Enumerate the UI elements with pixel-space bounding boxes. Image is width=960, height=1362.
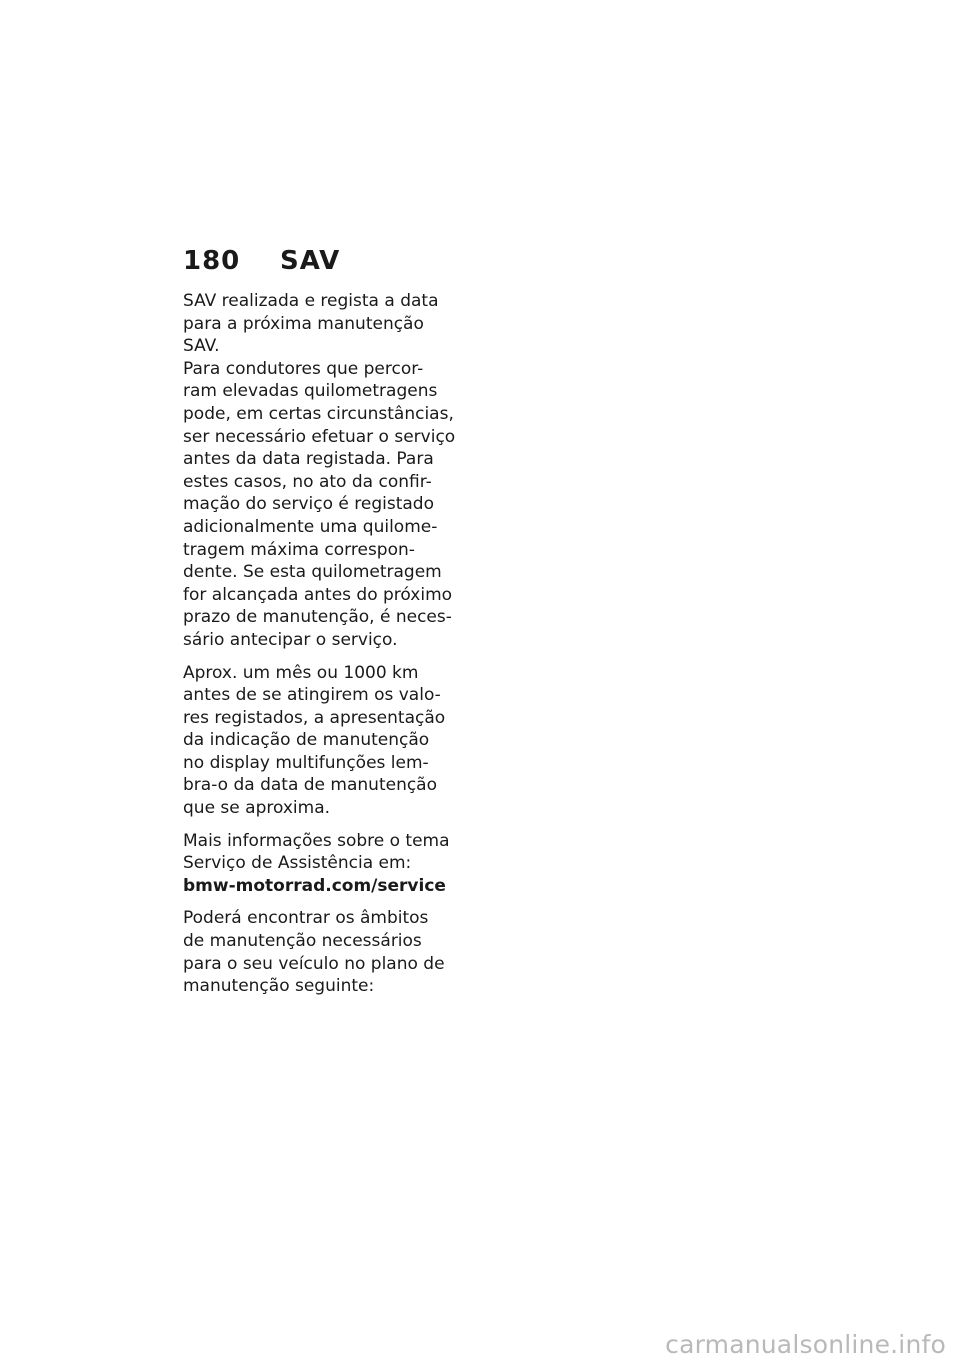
service-link[interactable]: bmw-motorrad.com/service — [183, 875, 446, 896]
page-number: 180 — [183, 246, 241, 276]
section-title: SAV — [280, 246, 341, 276]
text-column — [183, 290, 473, 1008]
watermark: carmanualsonline.info — [665, 1330, 946, 1359]
paragraph-reminder: Aprox. um mês ou 1000 km antes de se atingirem os valo- res registados, a apresentação da indicação de manutenção no display multifunções lem- bra-o da data de manutenção que se aproxima. — [183, 662, 446, 819]
paragraph-intro: SAV realizada e regista a data para a próxima manutenção SAV. — [183, 291, 439, 357]
paragraph-more-info: Mais informações sobre o tema Serviço de Assistência em: — [183, 830, 450, 874]
page-header — [183, 244, 483, 278]
paragraph-high-mileage: Para condutores que percor- ram elevadas quilometragens pode, em certas circunstâncias, ser necessário efetuar o serviço antes da data registada. Para estes casos, no ato da confir- mação do serviço é registado adicionalmente uma quilome- tragem máxima correspon- dente. Se esta quilometragem for alcançada antes do próximo prazo de manutenção, é neces- sário antecipar o serviço. — [183, 358, 456, 650]
paragraph-maintenance-plan: Poderá encontrar os âmbitos de manutenção necessários para o seu veículo no plano de manutenção seguinte: — [183, 908, 445, 997]
